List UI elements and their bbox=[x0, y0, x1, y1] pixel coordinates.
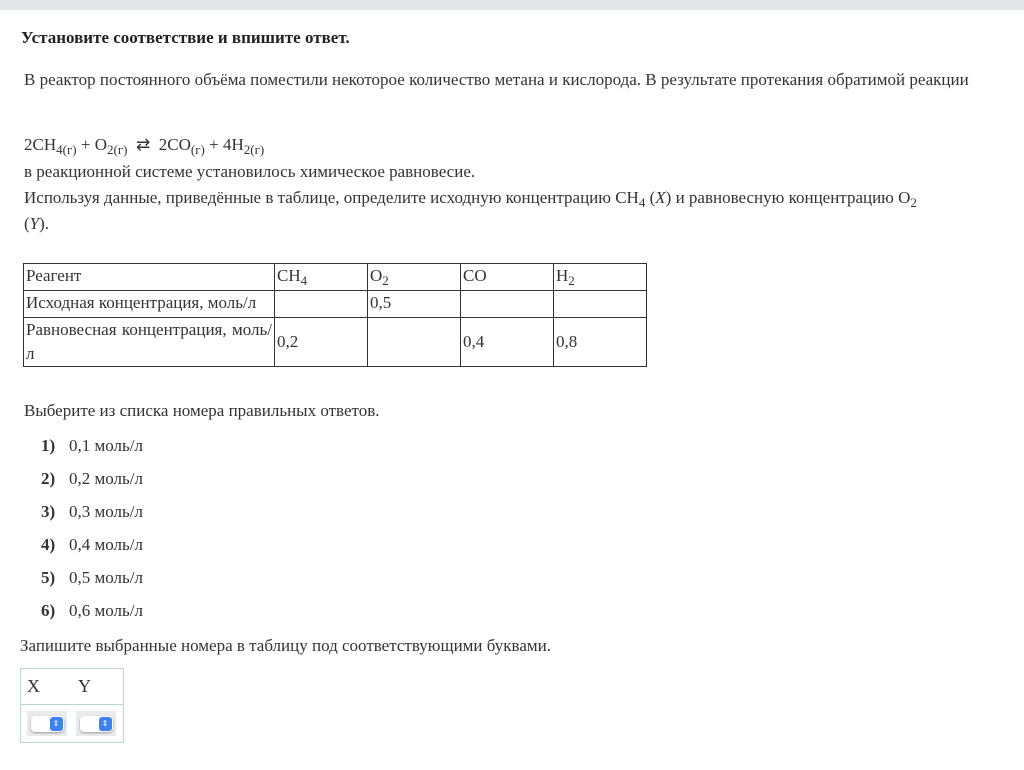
answer-label-x: X bbox=[27, 676, 40, 696]
cell bbox=[461, 291, 554, 318]
select-chevron-icon: ⇕ bbox=[50, 717, 63, 731]
table-row bbox=[24, 318, 647, 367]
top-bar bbox=[0, 0, 1024, 10]
after-equation-text: в реакционной системе установилось химическое равновесие. bbox=[24, 162, 476, 181]
answer-y-select[interactable] bbox=[80, 716, 113, 732]
cell: 0,5 bbox=[368, 291, 461, 318]
cell bbox=[368, 318, 461, 367]
answer-table bbox=[20, 668, 124, 743]
header-ch4: $CH_4$ bbox=[275, 264, 368, 291]
answer-x-select[interactable] bbox=[31, 716, 64, 732]
answer-label-y: Y bbox=[78, 676, 91, 696]
select-chevron-icon: ⇕ bbox=[99, 717, 112, 731]
row-label: Исходная концентрация, моль/л bbox=[24, 291, 275, 318]
list-item: 3) 0,3 моль/л bbox=[41, 502, 143, 521]
header-reagent: Реагент bbox=[24, 264, 275, 291]
list-item: 1) 0,1 моль/л bbox=[41, 436, 143, 455]
cell bbox=[275, 291, 368, 318]
options-list bbox=[41, 436, 143, 634]
equilibrium-arrow-icon: ⇄ bbox=[136, 135, 151, 154]
cell bbox=[554, 291, 647, 318]
cell: 0,4 bbox=[461, 318, 554, 367]
choose-text: Выберите из списка номера правильных ответов. bbox=[24, 401, 380, 420]
row-label: Равновесная концентрация, моль/л bbox=[24, 318, 275, 367]
list-item: 4) 0,4 моль/л bbox=[41, 535, 143, 554]
header-co: CO bbox=[461, 264, 554, 291]
intro-text: В реактор постоянного объёма поместили некоторое количество метана и кислорода. В результате протекания обратимой реакции bbox=[24, 70, 969, 89]
task-text: Используя данные, приведённые в таблице, определите исходную концентрацию $CH_4$ (X) и равновесную концентрацию $O_2$ (Y). bbox=[24, 188, 917, 233]
cell: 0,2 bbox=[275, 318, 368, 367]
list-item: 2) 0,2 моль/л bbox=[41, 469, 143, 488]
table-header-row bbox=[24, 264, 647, 291]
data-table bbox=[23, 263, 647, 367]
cell: 0,8 bbox=[554, 318, 647, 367]
write-instruction: Запишите выбранные номера в таблицу под соответствующими буквами. bbox=[20, 636, 551, 655]
table-row bbox=[24, 291, 647, 318]
header-h2: $H_2$ bbox=[554, 264, 647, 291]
list-item: 6) 0,6 моль/л bbox=[41, 601, 143, 620]
task-title: Установите соответствие и впишите ответ. bbox=[21, 28, 350, 47]
header-o2: $O_2$ bbox=[368, 264, 461, 291]
list-item: 5) 0,5 моль/л bbox=[41, 568, 143, 587]
reaction-equation: $2CH_{4(г)} + O_{2(г)}$ ⇄ $2CO_{(г)} + 4H_{2(г)}$ bbox=[24, 135, 265, 157]
